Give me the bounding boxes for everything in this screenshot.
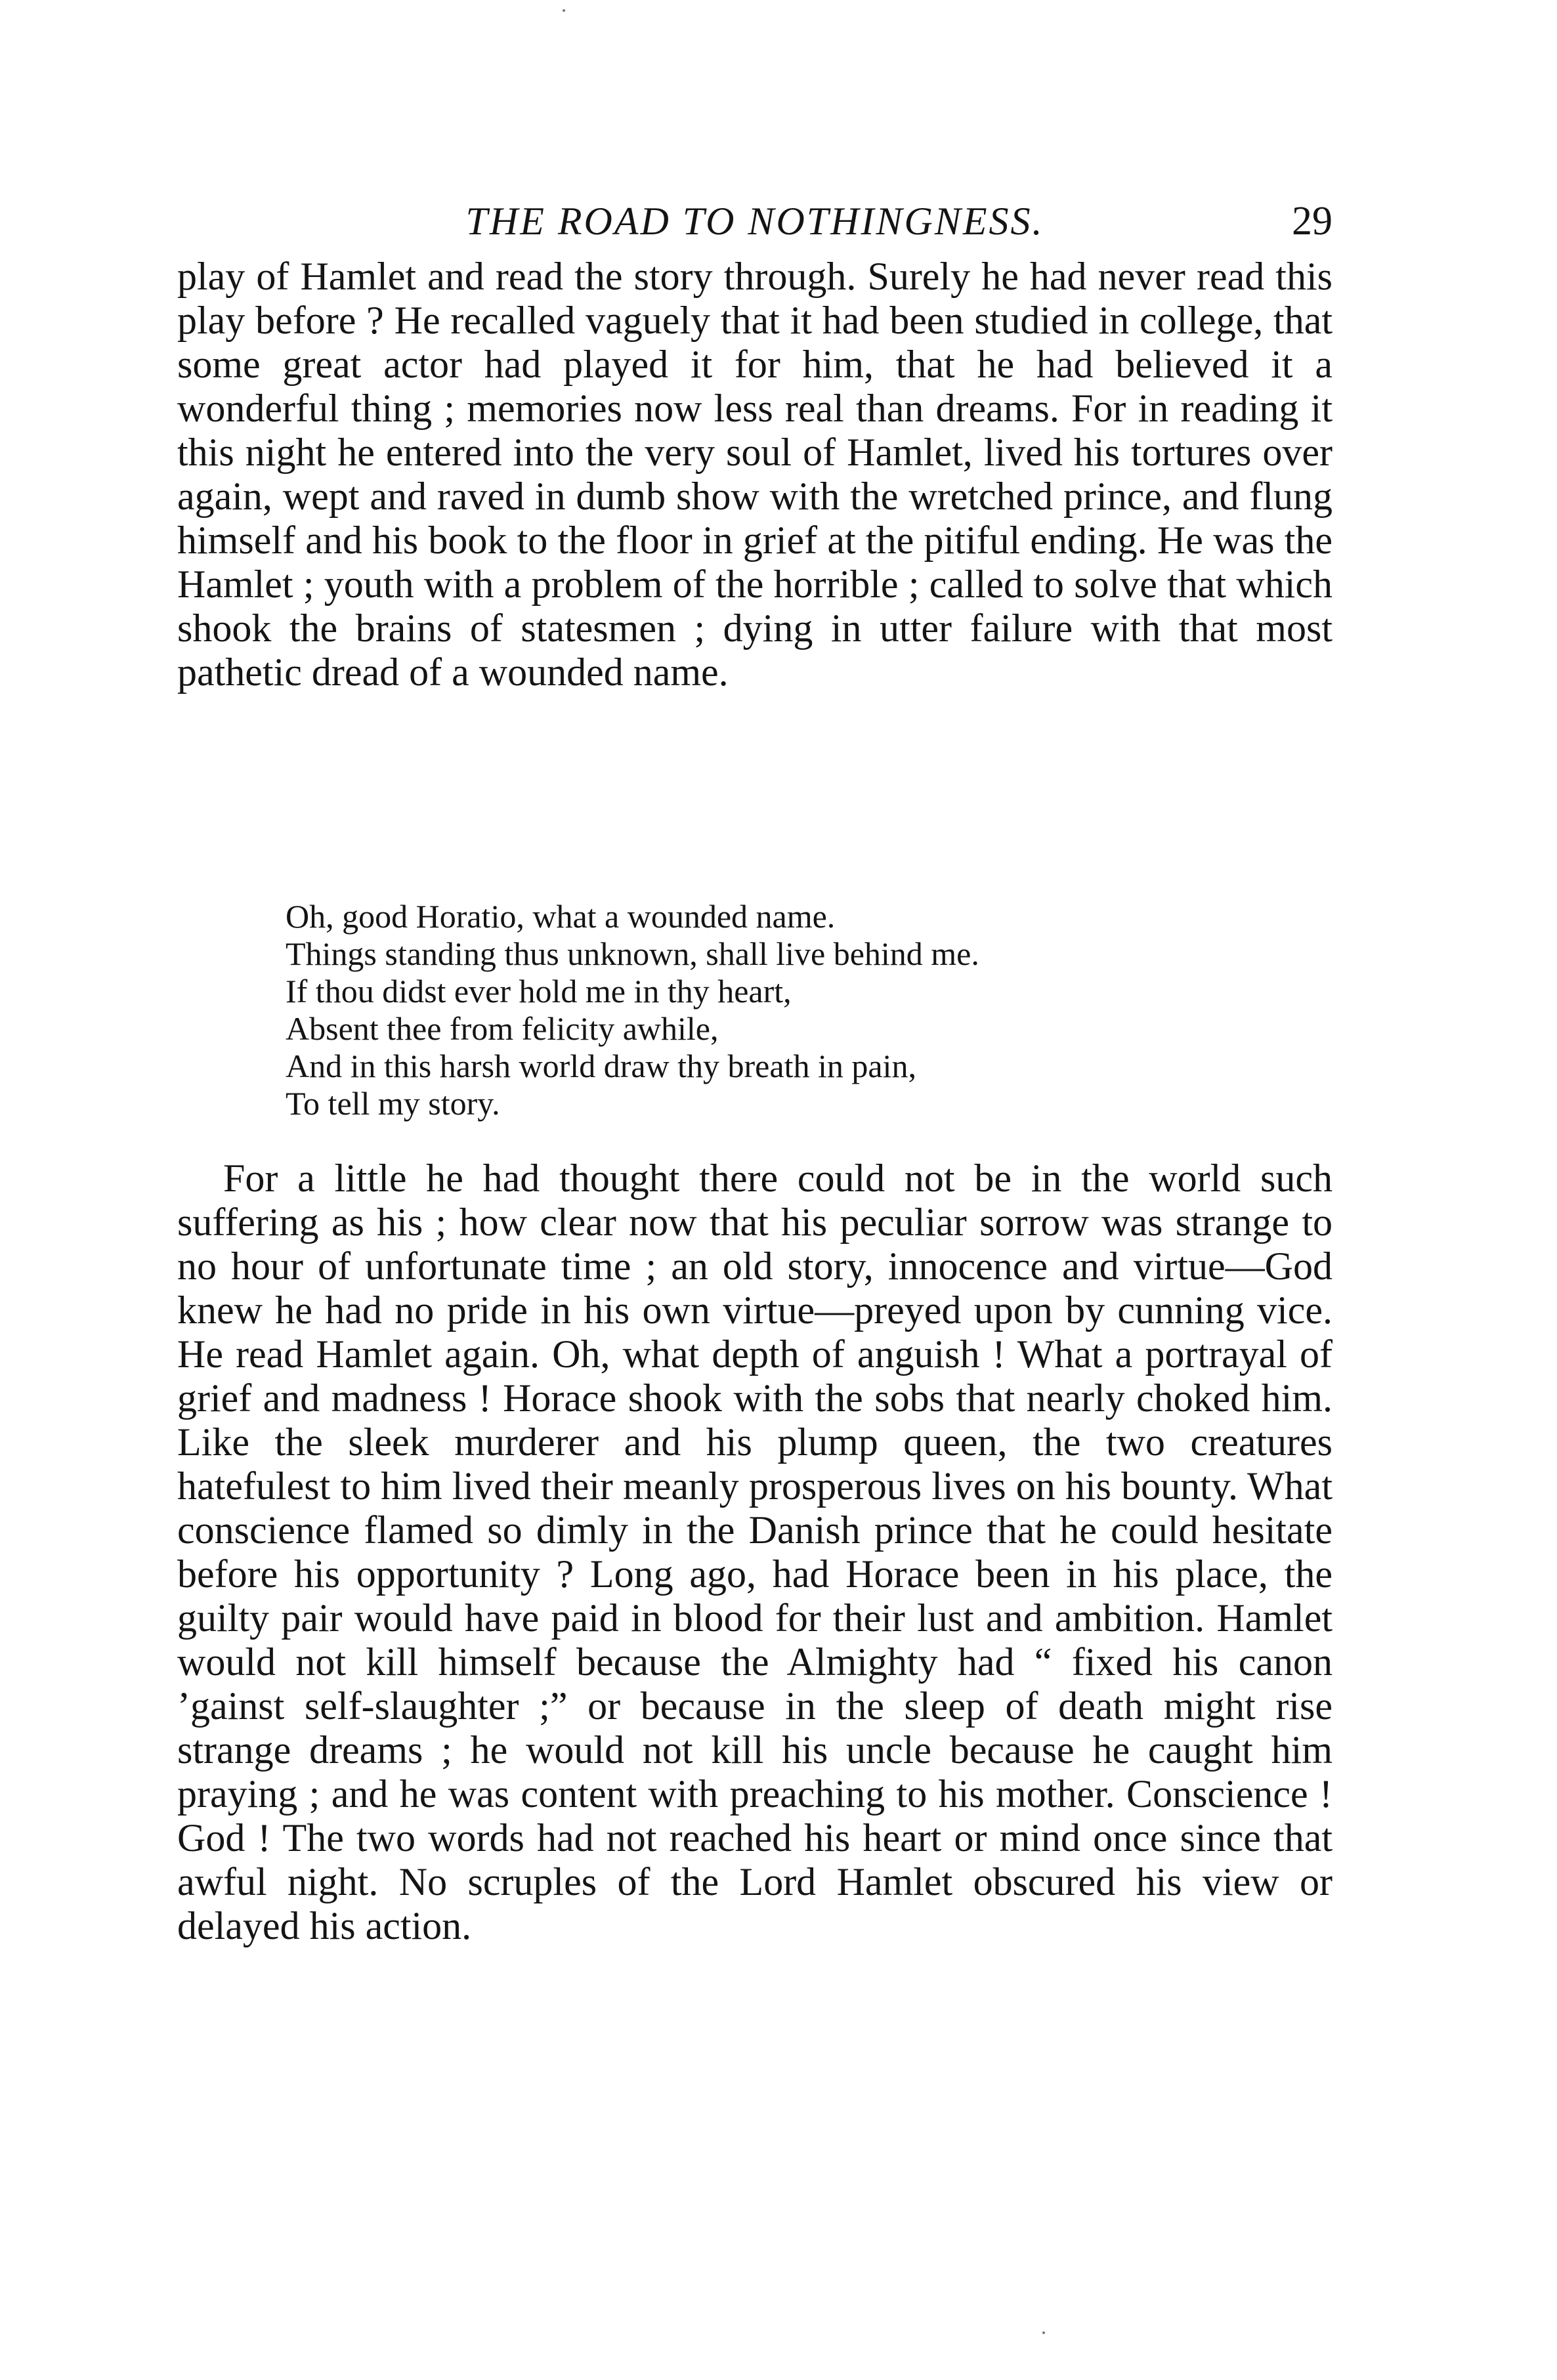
verse-line: To tell my story. xyxy=(286,1085,500,1122)
verse-line: If thou didst ever hold me in thy heart, xyxy=(286,973,792,1009)
verse-line: Absent thee from felicity awhile, xyxy=(286,1010,719,1047)
paragraph: For a little he had thought there could not be in the world such suffering as his ; how clear now that his peculiar sorrow was strange to no hour of unfortunate time ; an old story, innocence and virtue—God knew he had no pride in his own virtue—preyed upon by cunning vice. He read Hamlet again. Oh, what depth of anguish ! What a portrayal of grief and madness ! Horace shook with the sobs that nearly choked him. Like the sleek murderer and his plump queen, the two creatures hatefulest to him lived their meanly prosperous lives on his bounty. What conscience flamed so dimly in the Danish prince that he could hesitate before his opportunity ? Long ago, had Horace been in his place, the guilty pair would have paid in blood for their lust and ambition. Hamlet would not kill himself because the Almighty had “ fixed his canon ’gainst self-slaughter ;” or because in the sleep of death might rise strange dreams ; he would not kill his uncle because he caught him praying ; and he was content with preaching to his mother. Conscience ! God ! The two words had not reached his heart or mind once since that awful night. No scruples of the Lord Hamlet obscured his view or delayed his action. xyxy=(177,1157,1333,1947)
running-head xyxy=(177,192,1333,251)
verse-quotation xyxy=(286,898,1303,1122)
verse-line: Things standing thus unknown, shall live behind me. xyxy=(286,935,979,972)
scan-speck xyxy=(563,9,565,12)
running-title: THE ROAD TO NOTHINGNESS. xyxy=(465,200,1044,243)
verse-line: And in this harsh world draw thy breath in pain, xyxy=(286,1048,916,1084)
paragraph: play of Hamlet and read the story through. Surely he had never read this play before ? He recalled vaguely that it had been studied in college, that some great actor had played it for him, that he had believed it a wonderful thing ; memories now less real than dreams. For in reading it this night he entered into the very soul of Hamlet, lived his tortures over again, wept and raved in dumb show with the wretched prince, and flung himself and his book to the floor in grief at the pitiful ending. He was the Hamlet ; youth with a problem of the horrible ; called to solve that which shook the brains of statesmen ; dying in utter failure with that most pathetic dread of a wounded name. xyxy=(177,255,1333,694)
scan-speck xyxy=(1042,2331,1045,2334)
page-number: 29 xyxy=(1292,199,1333,244)
verse-line: Oh, good Horatio, what a wounded name. xyxy=(286,898,836,935)
